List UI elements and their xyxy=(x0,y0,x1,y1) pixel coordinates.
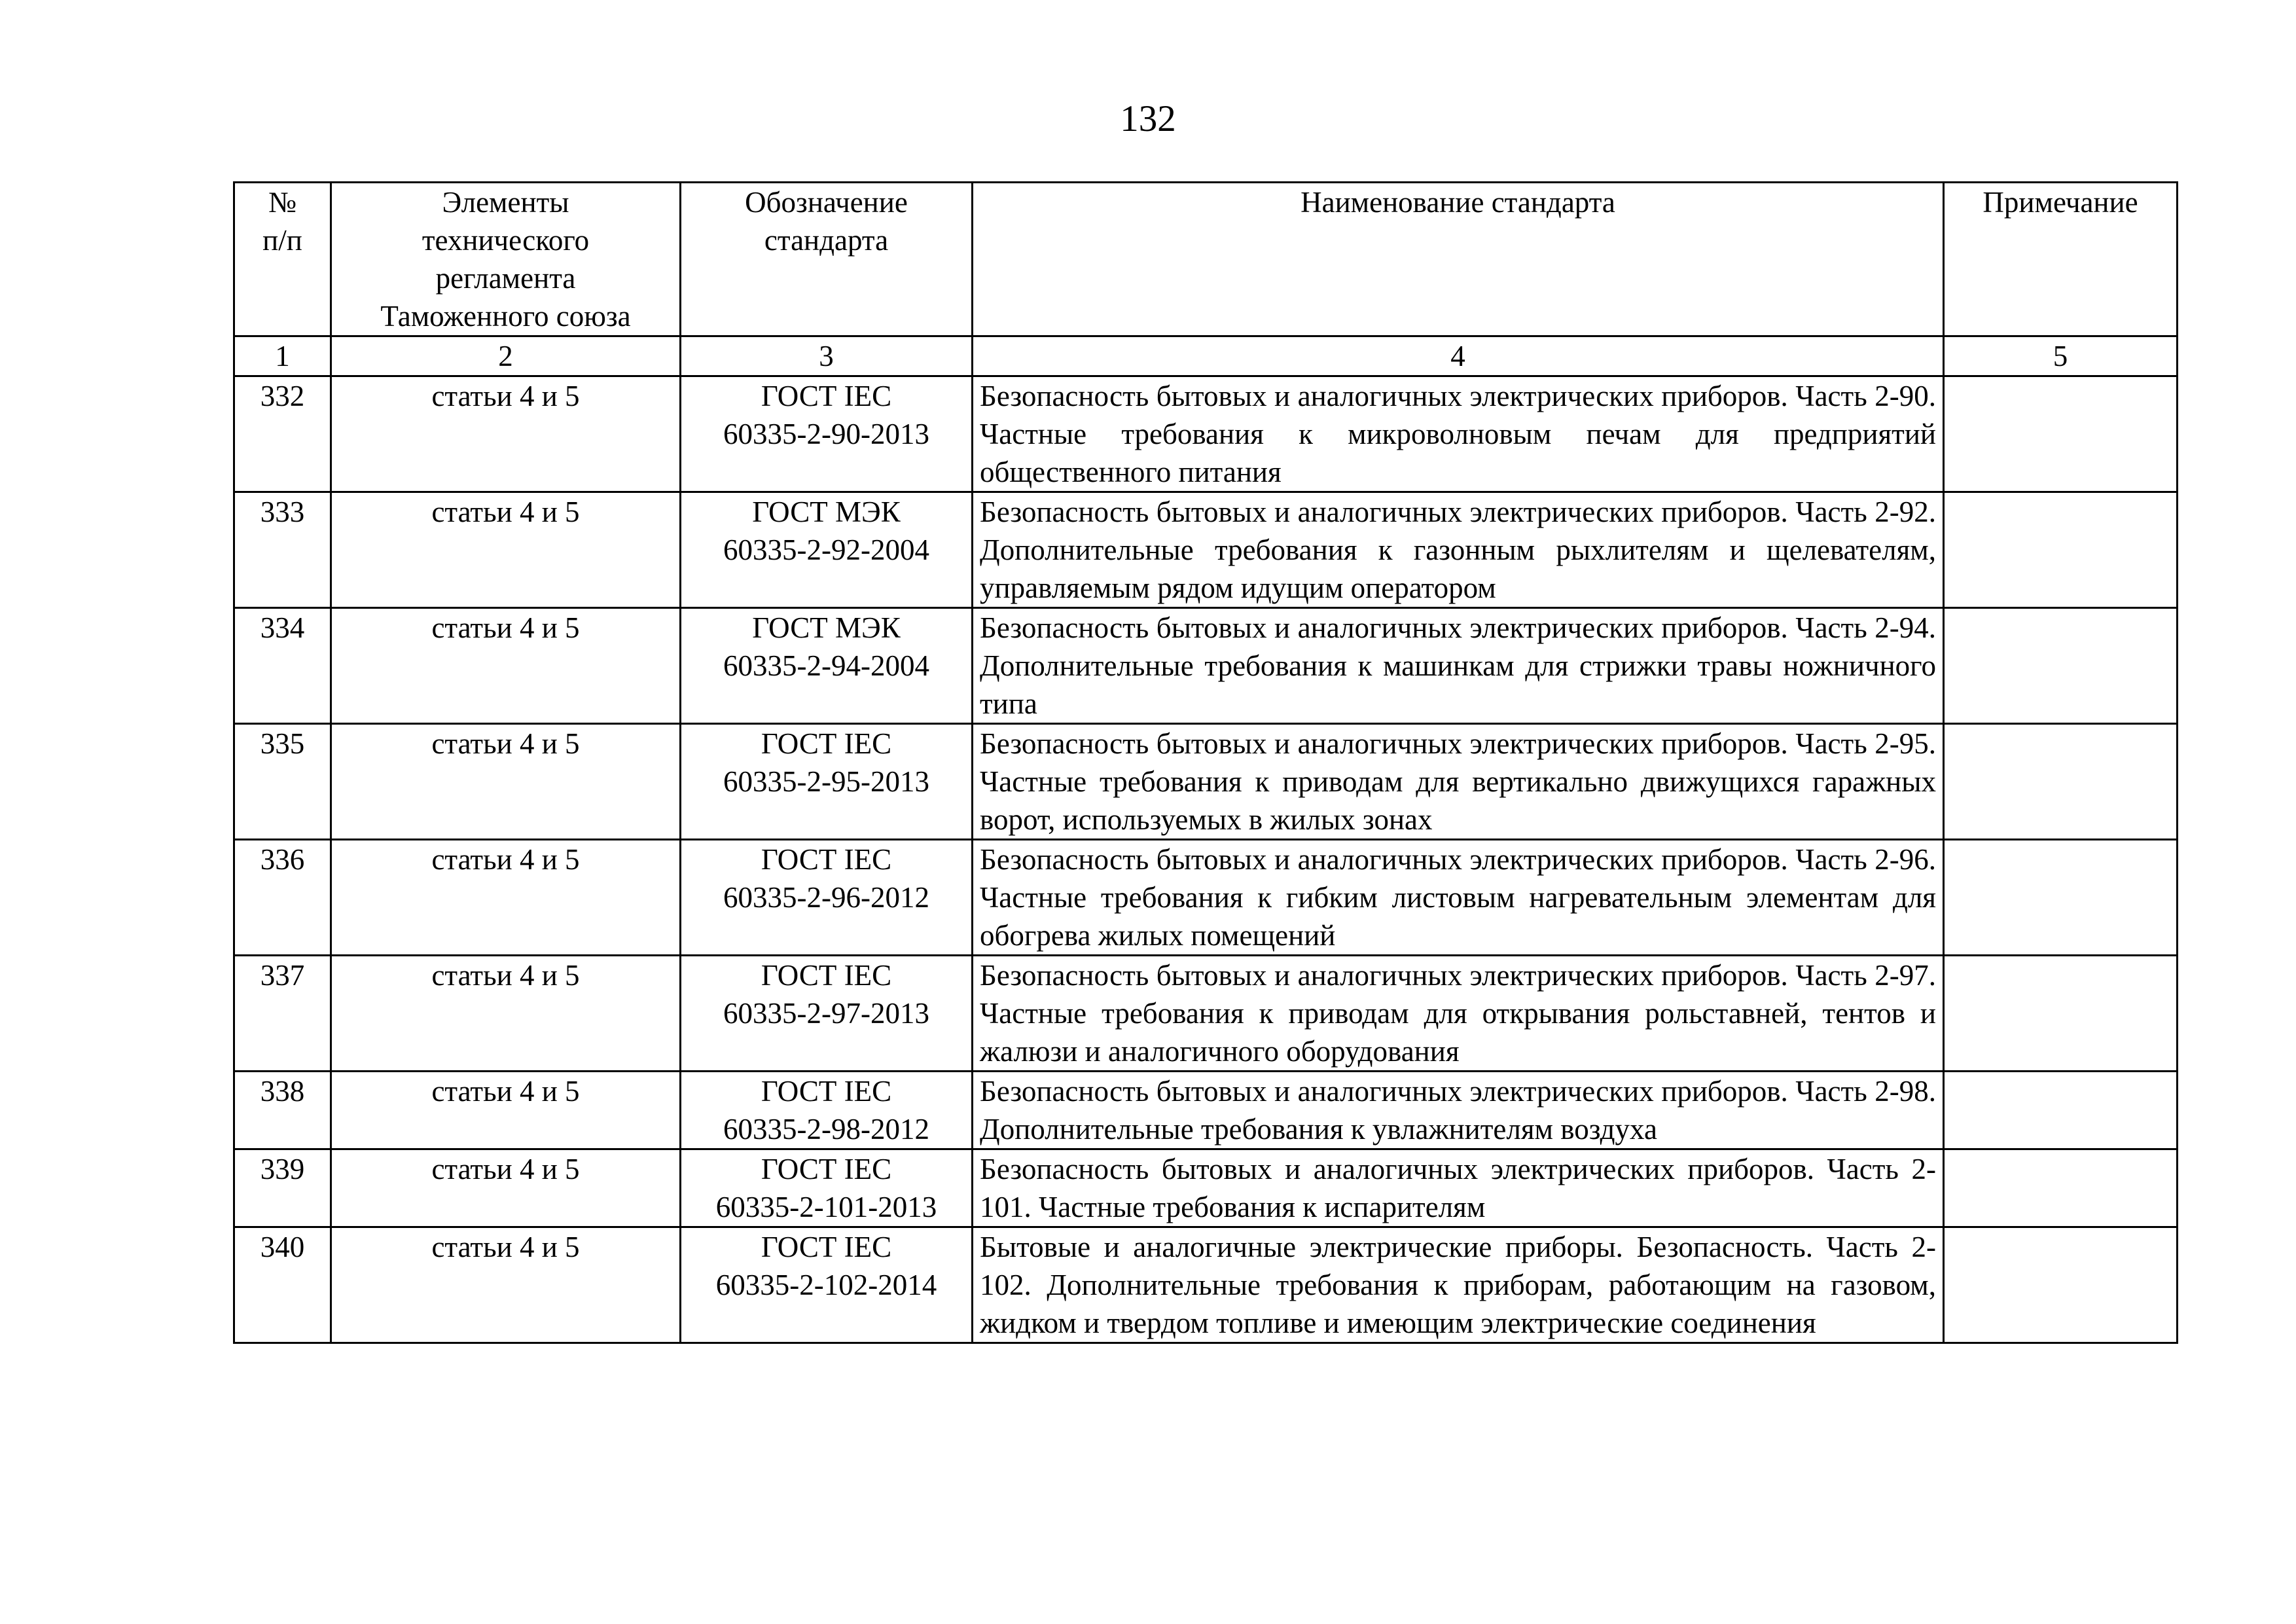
row-standard-name: Безопасность бытовых и аналогичных электрических приборов. Часть 2-98. Дополнительные требования к увлажнителям воздуха xyxy=(973,1072,1944,1149)
row-elements: статьи 4 и 5 xyxy=(331,608,681,724)
row-standard-name: Безопасность бытовых и аналогичных электрических приборов. Часть 2-97. Частные требования к приводам для открывания рольставней, тентов и жалюзи и аналогичного оборудования xyxy=(973,956,1944,1072)
row-standard-code: ГОСТ IEC 60335-2-101-2013 xyxy=(681,1149,973,1227)
row-standard-code: ГОСТ МЭК 60335-2-92-2004 xyxy=(681,492,973,608)
row-number: 333 xyxy=(234,492,331,608)
table-row xyxy=(234,1149,2178,1227)
row-elements: статьи 4 и 5 xyxy=(331,376,681,492)
row-standard-code: ГОСТ IEC 60335-2-90-2013 xyxy=(681,376,973,492)
table-row xyxy=(234,1227,2178,1343)
table-row xyxy=(234,724,2178,840)
row-standard-name: Безопасность бытовых и аналогичных электрических приборов. Часть 2-96. Частные требования к гибким листовым нагревательным элементам для обогрева жилых помещений xyxy=(973,840,1944,956)
header-row xyxy=(234,183,2178,336)
header-num: № п/п xyxy=(234,183,331,336)
row-elements: статьи 4 и 5 xyxy=(331,1227,681,1343)
row-standard-name: Безопасность бытовых и аналогичных электрических приборов. Часть 2-95. Частные требования к приводам для вертикально движущихся гаражных ворот, используемых в жилых зонах xyxy=(973,724,1944,840)
row-standard-name: Безопасность бытовых и аналогичных электрических приборов. Часть 2-90. Частные требования к микроволновым печам для предприятий общественного питания xyxy=(973,376,1944,492)
row-standard-code: ГОСТ IEC 60335-2-96-2012 xyxy=(681,840,973,956)
header-elements: Элементы технического регламента Таможенного союза xyxy=(331,183,681,336)
row-number: 338 xyxy=(234,1072,331,1149)
row-note xyxy=(1944,840,2178,956)
table-row xyxy=(234,376,2178,492)
header-note: Примечание xyxy=(1944,183,2178,336)
row-note xyxy=(1944,956,2178,1072)
row-note xyxy=(1944,376,2178,492)
table-row xyxy=(234,956,2178,1072)
column-number: 5 xyxy=(1944,336,2178,376)
row-number: 336 xyxy=(234,840,331,956)
row-standard-code: ГОСТ IEC 60335-2-95-2013 xyxy=(681,724,973,840)
row-number: 337 xyxy=(234,956,331,1072)
row-number: 332 xyxy=(234,376,331,492)
row-number: 335 xyxy=(234,724,331,840)
header-code: Обозначение стандарта xyxy=(681,183,973,336)
row-number: 334 xyxy=(234,608,331,724)
header-name: Наименование стандарта xyxy=(973,183,1944,336)
row-elements: статьи 4 и 5 xyxy=(331,1149,681,1227)
row-number: 340 xyxy=(234,1227,331,1343)
row-elements: статьи 4 и 5 xyxy=(331,840,681,956)
table-row xyxy=(234,608,2178,724)
row-note xyxy=(1944,1072,2178,1149)
table-row xyxy=(234,840,2178,956)
row-standard-name: Бытовые и аналогичные электрические приборы. Безопасность. Часть 2-102. Дополнительные требования к приборам, работающим на газовом, жидком и твердом топливе и имеющим электрические соединения xyxy=(973,1227,1944,1343)
row-standard-code: ГОСТ IEC 60335-2-102-2014 xyxy=(681,1227,973,1343)
row-note xyxy=(1944,1149,2178,1227)
row-elements: статьи 4 и 5 xyxy=(331,724,681,840)
column-number: 1 xyxy=(234,336,331,376)
table-row xyxy=(234,492,2178,608)
standards-table xyxy=(233,181,2178,1344)
row-note xyxy=(1944,608,2178,724)
row-standard-code: ГОСТ IEC 60335-2-97-2013 xyxy=(681,956,973,1072)
column-numbers-row xyxy=(234,336,2178,376)
row-standard-name: Безопасность бытовых и аналогичных электрических приборов. Часть 2-101. Частные требования к испарителям xyxy=(973,1149,1944,1227)
page-number: 132 xyxy=(1120,98,1176,139)
row-note xyxy=(1944,724,2178,840)
row-standard-code: ГОСТ МЭК 60335-2-94-2004 xyxy=(681,608,973,724)
row-number: 339 xyxy=(234,1149,331,1227)
row-elements: статьи 4 и 5 xyxy=(331,1072,681,1149)
row-standard-name: Безопасность бытовых и аналогичных электрических приборов. Часть 2-92. Дополнительные требования к газонным рыхлителям и щелевателям, управляемым рядом идущим оператором xyxy=(973,492,1944,608)
row-standard-code: ГОСТ IEC 60335-2-98-2012 xyxy=(681,1072,973,1149)
row-standard-name: Безопасность бытовых и аналогичных электрических приборов. Часть 2-94. Дополнительные требования к машинкам для стрижки травы ножничного типа xyxy=(973,608,1944,724)
row-elements: статьи 4 и 5 xyxy=(331,956,681,1072)
column-number: 4 xyxy=(973,336,1944,376)
row-note xyxy=(1944,1227,2178,1343)
row-elements: статьи 4 и 5 xyxy=(331,492,681,608)
row-note xyxy=(1944,492,2178,608)
column-number: 3 xyxy=(681,336,973,376)
column-number: 2 xyxy=(331,336,681,376)
table-row xyxy=(234,1072,2178,1149)
